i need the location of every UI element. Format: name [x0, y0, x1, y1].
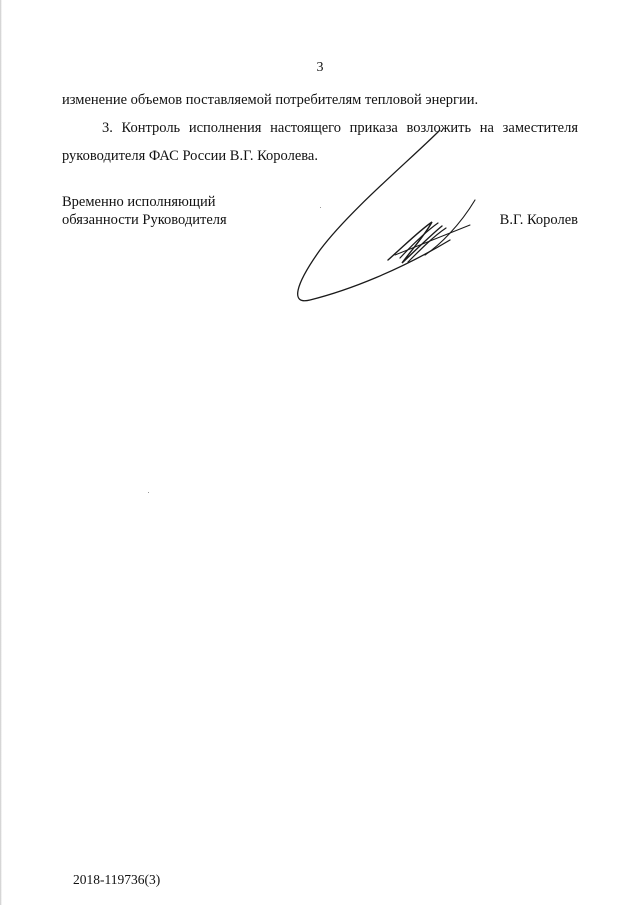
signer-title: [62, 193, 227, 229]
document-number: 2018-119736(3): [73, 872, 161, 887]
signer-name: В.Г. Королев: [499, 212, 578, 228]
signer-title-line-1: Временно исполняющий: [62, 194, 216, 210]
scan-speck: [320, 207, 321, 208]
scan-edge: [0, 0, 2, 905]
paragraph-line-1: 3. Контроль исполнения настоящего приказа возложить на заместителя: [102, 120, 578, 136]
scan-speck: [148, 492, 149, 493]
page-number: 3: [316, 60, 324, 75]
handwritten-signature: [290, 130, 490, 310]
paragraph-line-2: руководителя ФАС России В.Г. Королева.: [62, 148, 318, 164]
paragraph-continuation: изменение объемов поставляемой потребителям тепловой энергии.: [62, 92, 479, 108]
signer-title-line-2: обязанности Руководителя: [62, 212, 227, 228]
